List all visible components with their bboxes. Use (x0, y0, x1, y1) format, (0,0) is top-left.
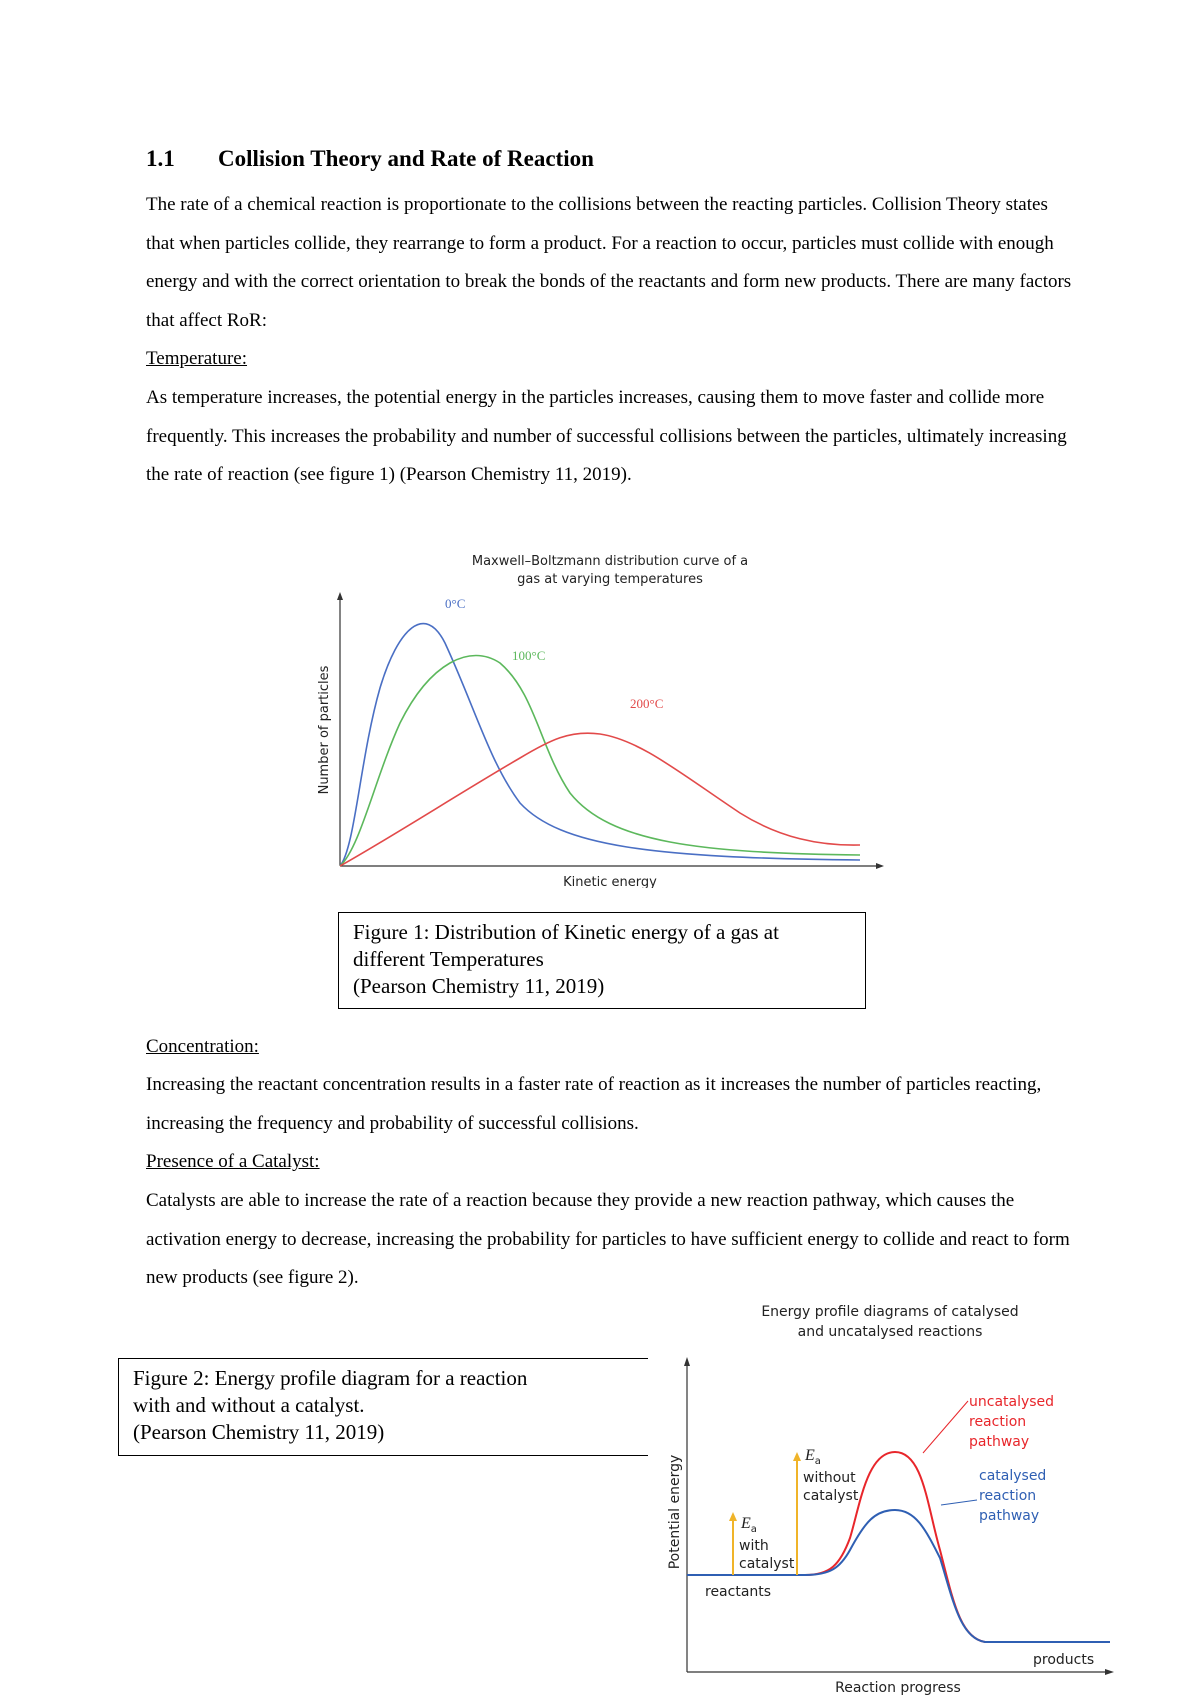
figure-1-title-line2: gas at varying temperatures (517, 572, 703, 587)
products-label: products (1033, 1652, 1095, 1668)
figure-1-caption (338, 912, 866, 1009)
curve-0c (340, 624, 860, 866)
figure-1-caption-line1: Figure 1: Distribution of Kinetic energy of a gas at (353, 920, 779, 944)
ea-without-line2: catalyst (803, 1488, 859, 1504)
uncatalysed-label-line1: uncatalysed (969, 1394, 1055, 1410)
concentration-heading: Concentration: (146, 1036, 259, 1057)
fig2-x-axis-arrow (1105, 1669, 1114, 1675)
ea-with-symbol: $E_a$ (741, 1515, 757, 1535)
temperature-paragraph: As temperature increases, the potential energy in the particles increases, causing them to move faster and collide more frequently. This increases the probability and number of successful collisions between the particles, ultimately increasing the rate of reaction (see figure 1) (Pearson Chemistry 11, 2019). (146, 387, 1067, 485)
y-axis-label: Number of particles (317, 665, 332, 795)
uncatalysed-leader-line (923, 1401, 968, 1453)
intro-paragraph: The rate of a chemical reaction is proportionate to the collisions between the reacting particles. Collision Theory states that when particles collide, they rearrange to form a product. For a reaction to occur, particles must collide with enough energy and with the correct orientation to break the bonds of the reactants and form new products. There are many factors that affect RoR: (146, 194, 1072, 331)
figure-1-chart (300, 548, 900, 888)
uncatalysed-label-line2: reaction (969, 1414, 1027, 1430)
fig2-x-axis-label: Reaction progress (835, 1680, 961, 1696)
figure-2-caption-line1: Figure 2: Energy profile diagram for a reaction (133, 1366, 528, 1390)
curve-200c (340, 733, 860, 866)
figure-1-caption-line2: different Temperatures (353, 947, 544, 971)
ea-with-line1: with (739, 1538, 769, 1554)
fig2-y-axis-label: Potential energy (667, 1454, 683, 1570)
ea-without-catalyst-arrowhead (793, 1452, 801, 1461)
label-100c: 100°C (512, 648, 546, 663)
ea-with-catalyst-arrowhead (729, 1512, 737, 1521)
figure-2-title-line1: Energy profile diagrams of catalysed (761, 1304, 1019, 1320)
ea-without-symbol: $E_a$ (805, 1447, 821, 1467)
x-axis-label: Kinetic energy (563, 875, 657, 888)
y-axis-arrow (337, 592, 343, 600)
catalyst-heading: Presence of a Catalyst: (146, 1151, 320, 1172)
catalysed-leader-line (941, 1500, 977, 1505)
figure-2-caption-line2: with and without a catalyst. (133, 1393, 365, 1417)
catalysed-label-line1: catalysed (979, 1468, 1047, 1484)
figure-2-diagram (655, 1300, 1115, 1698)
x-axis-arrow (876, 863, 884, 869)
figure-1-title-line1: Maxwell–Boltzmann distribution curve of a (471, 554, 749, 569)
fig2-y-axis-arrow (684, 1357, 690, 1366)
concentration-paragraph: Increasing the reactant concentration results in a faster rate of reaction as it increases the number of particles reacting, increasing the frequency and probability of successful collisions. (146, 1074, 1042, 1134)
figure-2-title-line2: and uncatalysed reactions (797, 1324, 983, 1340)
curve-100c (340, 656, 860, 867)
label-200c: 200°C (630, 696, 664, 711)
figure-1-caption-line3: (Pearson Chemistry 11, 2019) (353, 974, 605, 998)
label-0c: 0°C (445, 596, 466, 611)
section-heading (146, 146, 594, 172)
catalysed-label-line3: pathway (979, 1508, 1040, 1524)
ea-with-line2: catalyst (739, 1556, 795, 1572)
catalyst-paragraph: Catalysts are able to increase the rate of a reaction because they provide a new reaction pathway, which causes the activation energy to decrease, increasing the probability for particles to have sufficient energy to collide and react to form new products (see figure 2). (146, 1190, 1070, 1288)
section-number: 1.1 (146, 146, 175, 171)
figure-2-caption-line3: (Pearson Chemistry 11, 2019) (133, 1420, 385, 1444)
reactants-label: reactants (705, 1584, 772, 1600)
section-title: Collision Theory and Rate of Reaction (218, 146, 594, 171)
ea-without-line1: without (803, 1470, 856, 1486)
temperature-heading: Temperature: (146, 348, 248, 369)
uncatalysed-label-line3: pathway (969, 1434, 1030, 1450)
figure-2-caption (118, 1358, 648, 1456)
catalysed-label-line2: reaction (979, 1488, 1037, 1504)
